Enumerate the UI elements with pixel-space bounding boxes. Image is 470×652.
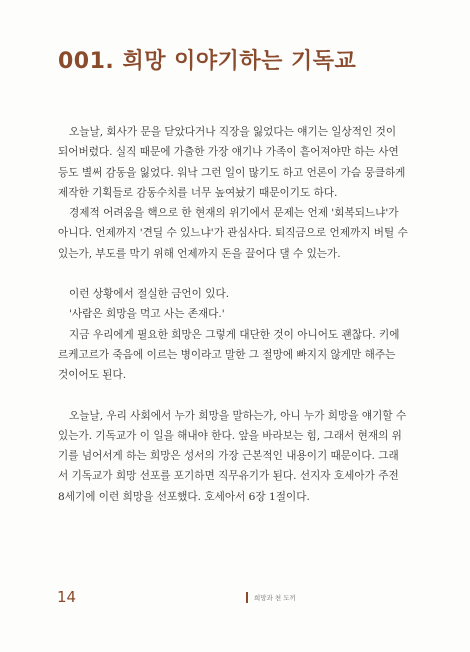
paragraph-gap bbox=[58, 386, 430, 406]
paragraph-2 bbox=[58, 203, 430, 264]
body-text bbox=[58, 122, 430, 507]
running-header-text: 희망과 천 도끼 bbox=[254, 594, 296, 602]
page-number: 14 bbox=[57, 588, 77, 606]
text-line: 이런 상황에서 절실한 금언이 있다. bbox=[69, 288, 230, 301]
paragraph-3 bbox=[58, 284, 430, 385]
text-line: 르케고르가 죽음에 이르는 병이라고 말한 그 절망에 빠지지 않게만 해주는 bbox=[58, 348, 396, 361]
text-line: 있는가. 기독교가 이 일을 해내야 한다. 앞을 바라보는 힘, 그래서 현재의 위 bbox=[58, 429, 402, 442]
text-line: 되어버렸다. 실직 때문에 가출한 가장 얘기나 가족이 흩어져야만 하는 사연 bbox=[58, 146, 399, 159]
header-divider-bar bbox=[246, 592, 248, 603]
paragraph-gap bbox=[58, 264, 430, 284]
text-line: 오늘날, 회사가 문을 닫았다거나 직장을 잃었다는 얘기는 일상적인 것이 bbox=[69, 126, 397, 138]
text-line: 오늘날, 우리 사회에서 누가 희망을 말하는가, 아니 누가 희망을 얘기할 수 bbox=[69, 409, 407, 422]
text-line: 경제적 어려움을 핵으로 한 현재의 위기에서 문제는 언제 '회복되느냐'가 bbox=[69, 207, 399, 220]
text-line: 있는가, 부도를 막기 위해 언제까지 돈을 끌어다 댈 수 있는가. bbox=[58, 247, 341, 260]
text-line: 지금 우리에게 필요한 희망은 그렇게 대단한 것이 아니어도 괜찮다. 키에 bbox=[69, 328, 400, 341]
text-line: 서 기독교가 희망 선포를 포기하면 직무유기가 된다. 선지자 호세아가 주전 bbox=[58, 470, 399, 483]
paragraph-4 bbox=[58, 406, 430, 507]
text-line: 것이어도 된다. bbox=[58, 369, 127, 382]
text-line: 8세기에 이런 희망을 선포했다. 호세아서 6장 1절이다. bbox=[58, 490, 310, 503]
paragraph-1 bbox=[58, 122, 430, 203]
text-line: 등도 별써 감동을 잃었다. 워낙 그런 일이 많기도 하고 언론이 가슴 뭉클하게 bbox=[58, 166, 406, 179]
text-line: 제작한 기획들로 감동수치를 너무 높여놨기 때문이기도 하다. bbox=[58, 186, 338, 199]
text-line: 기를 넘어서게 하는 희망은 성서의 가장 근본적인 내용이기 때문이다. 그래 bbox=[58, 450, 399, 463]
chapter-title: 001. 희망 이야기하는 기독교 bbox=[58, 49, 357, 74]
text-line: 아니다. 언제까지 '견딜 수 있느냐'가 관심사다. 퇴직금으로 언제까지 버틸 수 bbox=[58, 227, 408, 240]
running-header bbox=[246, 592, 296, 603]
text-line: '사람은 희망을 먹고 사는 존재다.' bbox=[69, 308, 225, 321]
